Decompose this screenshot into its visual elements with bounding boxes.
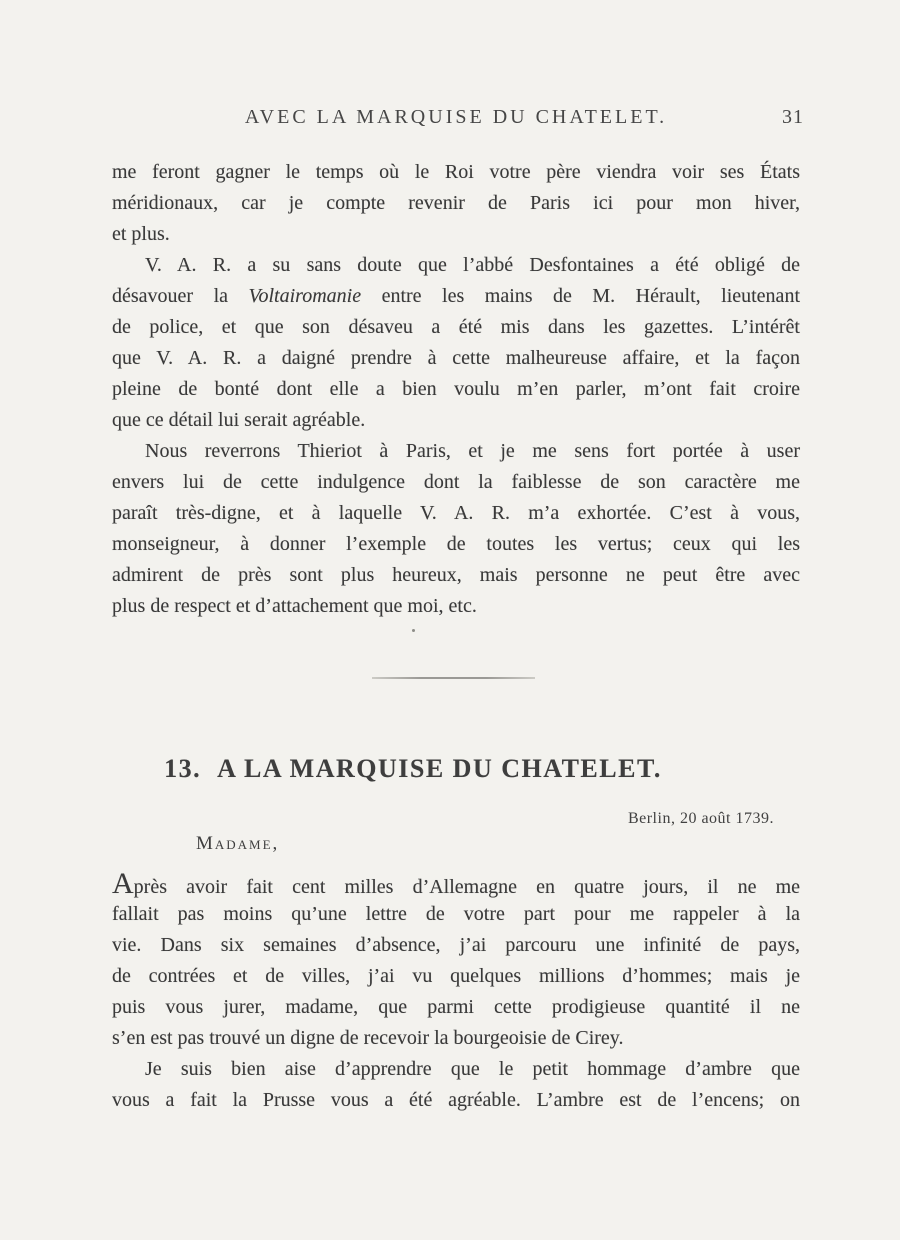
letter-13-heading: [69, 754, 757, 784]
text-line: [112, 1054, 800, 1085]
text-line: [112, 529, 800, 560]
text-segment: désavouer la: [112, 285, 249, 307]
text-segment: me feront gagner le temps où le Roi votre père viendra voir ses États: [112, 161, 800, 183]
text-segment: Je suis bien aise d’apprendre que le petit hommage d’ambre que: [145, 1058, 800, 1080]
text-line: [112, 467, 800, 498]
text-segment: près avoir fait cent milles d’Allemagne en quatre jours, il ne me: [133, 876, 800, 898]
text-segment: que ce détail lui serait agréable.: [112, 409, 366, 431]
letter-title: A LA MARQUISE DU CHATELET.: [217, 754, 662, 783]
text-line: [112, 157, 800, 188]
text-segment: de police, et que son désaveu a été mis dans les gazettes. L’intérêt: [112, 316, 800, 338]
text-line: [112, 1023, 800, 1054]
text-segment: de contrées et de villes, j’ai vu quelques millions d’hommes; mais je: [112, 965, 800, 987]
text-segment: vous a fait la Prusse vous a été agréable. L’ambre est de l’encens; on: [112, 1089, 800, 1111]
text-segment: méridionaux, car je compte revenir de Paris ici pour mon hiver,: [112, 192, 800, 214]
text-segment: monseigneur, à donner l’exemple de toutes les vertus; ceux qui les: [112, 533, 800, 555]
text-segment: puis vous jurer, madame, que parmi cette prodigieuse quantité il ne: [112, 996, 800, 1018]
text-line: [112, 219, 800, 250]
section-divider-rule: [372, 677, 535, 679]
text-line: [112, 312, 800, 343]
text-line: [112, 961, 800, 992]
text-segment: admirent de près sont plus heureux, mais personne ne peut être avec: [112, 564, 800, 586]
text-line: [112, 281, 800, 312]
text-line: [112, 591, 800, 622]
page-number: 31: [782, 106, 804, 128]
letter-number: 13.: [164, 754, 202, 783]
text-segment: s’en est pas trouvé un digne de recevoir la bourgeoisie de Cirey.: [112, 1027, 624, 1049]
letter-12-continuation-text: [112, 157, 800, 622]
text-line: [112, 560, 800, 591]
letter-dateline: Berlin, 20 août 1739.: [627, 810, 774, 827]
paragraph: [112, 250, 800, 436]
text-line: [112, 188, 800, 219]
running-header-title: AVEC LA MARQUISE DU CHATELET.: [244, 106, 668, 128]
text-line: [112, 374, 800, 405]
letter-salutation: Madame,: [196, 833, 280, 854]
text-line: [112, 930, 800, 961]
text-segment: pleine de bonté dont elle a bien voulu m’en parler, m’ont fait croire: [112, 378, 800, 400]
paragraph: [112, 1054, 800, 1116]
paragraph: [112, 157, 800, 250]
text-segment: et plus.: [112, 223, 170, 245]
text-segment: paraît très-digne, et à laquelle V. A. R. m’a exhortée. C’est à vous,: [112, 502, 800, 524]
text-segment: fallait pas moins qu’une lettre de votre part pour me rappeler à la: [112, 903, 800, 925]
text-line: [112, 1085, 800, 1116]
text-segment-initial: A: [112, 867, 134, 900]
text-segment: entre les mains de M. Hérault, lieutenant: [361, 285, 800, 307]
text-segment-italic: Voltairomanie: [248, 285, 362, 307]
text-segment: plus de respect et d’attachement que moi, etc.: [112, 595, 477, 617]
text-line: [112, 436, 800, 467]
text-line: [112, 868, 800, 899]
text-segment: V. A. R. a su sans doute que l’abbé Desfontaines a été obligé de: [145, 254, 800, 276]
text-line: [112, 498, 800, 529]
letter-13-body-text: [112, 868, 800, 1116]
running-header: [112, 106, 804, 134]
text-segment: que V. A. R. a daigné prendre à cette malheureuse affaire, et la façon: [112, 347, 800, 369]
text-segment: vie. Dans six semaines d’absence, j’ai parcouru une infinité de pays,: [112, 934, 800, 956]
text-line: [112, 250, 800, 281]
text-line: [112, 343, 800, 374]
text-line: [112, 405, 800, 436]
text-line: [112, 992, 800, 1023]
text-segment: envers lui de cette indulgence dont la faiblesse de son caractère me: [112, 471, 800, 493]
divider-dot: [412, 629, 415, 632]
text-line: [112, 899, 800, 930]
text-segment: Nous reverrons Thieriot à Paris, et je me sens fort portée à user: [145, 440, 800, 462]
paragraph: [112, 436, 800, 622]
paragraph: [112, 868, 800, 1054]
